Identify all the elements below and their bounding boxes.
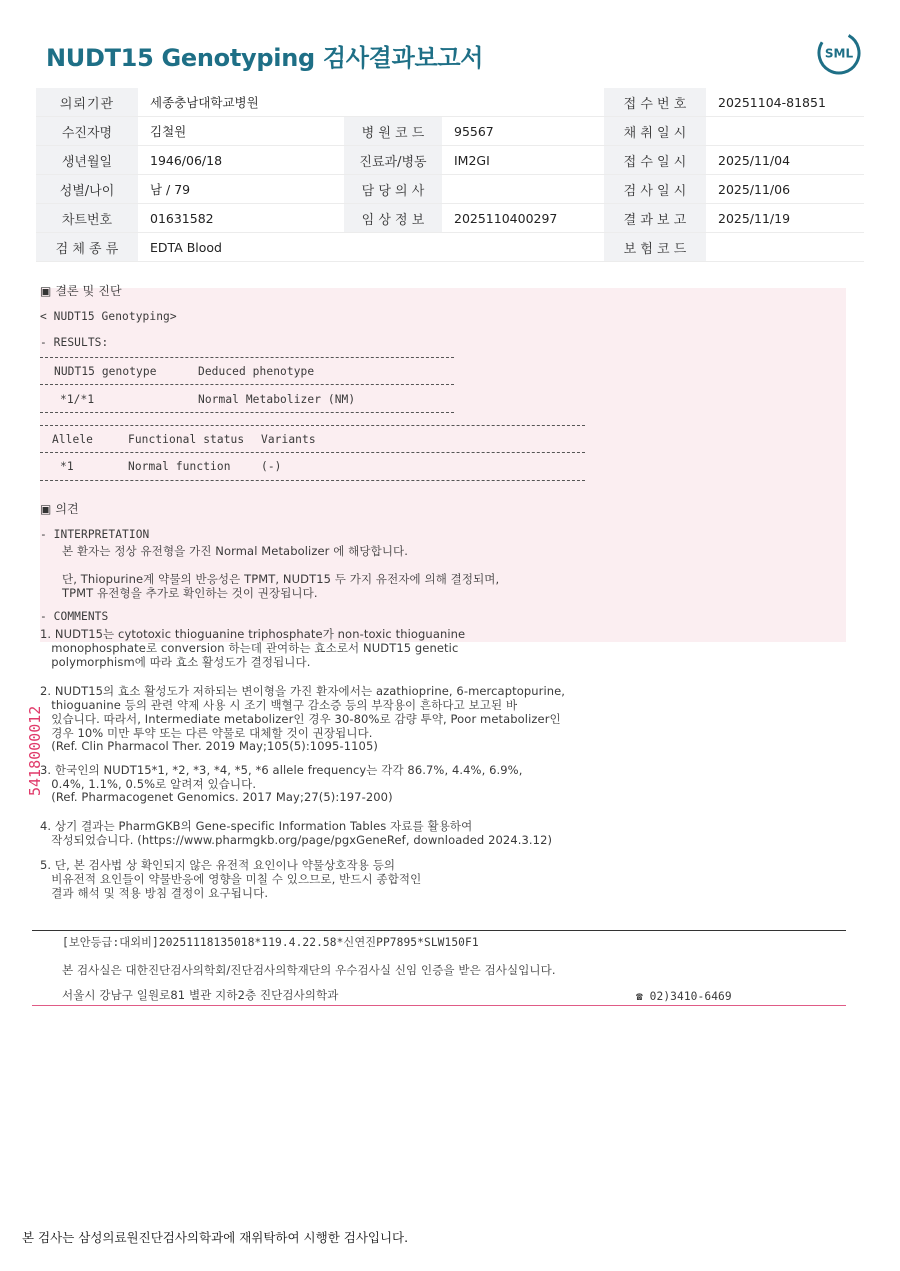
info-row — [36, 233, 864, 262]
info-value: 1946/06/18 — [138, 146, 344, 175]
footer-divider — [32, 930, 846, 931]
info-label: 임 상 정 보 — [344, 204, 442, 233]
comments-heading: - COMMENTS — [40, 610, 109, 623]
table-rule — [40, 425, 585, 427]
info-value: 2025/11/04 — [706, 146, 864, 175]
footer-divider-pink — [32, 1005, 846, 1006]
comment-line: 경우 10% 미만 투약 또는 다른 약물로 대체할 것이 권장됩니다. — [40, 726, 373, 740]
info-value — [706, 233, 864, 262]
comment-line: 비유전적 요인들이 약물반응에 영향을 미칠 수 있으므로, 반드시 종합적인 — [40, 872, 422, 886]
comment-line: 3. 한국인의 NUDT15*1, *2, *3, *4, *5, *6 allele frequency는 각각 86.7%, 4.4%, 6.9%, — [40, 763, 523, 777]
patient-info-table — [36, 88, 864, 262]
table-cell: *1 — [60, 460, 74, 473]
report-title: NUDT15 Genotyping 검사결과보고서 — [46, 44, 484, 72]
table-rule — [40, 412, 454, 414]
comment-line: polymorphism에 따라 효소 활성도가 결정됩니다. — [40, 655, 311, 669]
info-value: 2025/11/19 — [706, 204, 864, 233]
info-label: 검 체 종 류 — [36, 233, 138, 262]
info-value: 2025110400297 — [442, 204, 604, 233]
certification-text: 본 검사실은 대한진단검사의학회/진단검사의학재단의 우수검사실 신임 인증을 받은 검사실입니다. — [62, 963, 556, 977]
info-value: 김철원 — [138, 117, 344, 146]
info-value: 세종충남대학교병원 — [138, 88, 344, 117]
info-label: 수진자명 — [36, 117, 138, 146]
info-label — [344, 88, 442, 117]
info-label: 접 수 일 시 — [604, 146, 706, 175]
comment-line: 0.4%, 1.1%, 0.5%로 알려져 있습니다. — [40, 777, 257, 791]
lab-address: 서울시 강남구 일원로81 별관 지하2층 진단검사의학과 — [62, 988, 339, 1002]
info-label: 병 원 코 드 — [344, 117, 442, 146]
table-header-cell: Variants — [261, 433, 316, 446]
info-row — [36, 146, 864, 175]
info-value — [442, 175, 604, 204]
table-rule — [40, 357, 454, 359]
info-row — [36, 204, 864, 233]
info-value — [442, 88, 604, 117]
security-line: [보안등급:대외비]20251118135018*119.4.22.58*신연진PP7895*SLW150F1 — [62, 936, 479, 949]
sml-logo — [816, 30, 862, 76]
outsourcing-note: 본 검사는 삼성의료원진단검사의학과에 재위탁하여 시행한 검사입니다. — [22, 1230, 409, 1245]
info-row — [36, 88, 864, 117]
comment-line: 2. NUDT15의 효소 활성도가 저하되는 변이형을 가진 환자에서는 azathioprine, 6-mercaptopurine, — [40, 684, 566, 698]
comment-line: monophosphate로 conversion 하는데 관여하는 효소로서 NUDT15 genetic — [40, 641, 459, 655]
info-value: 01631582 — [138, 204, 344, 233]
info-label: 성별/나이 — [36, 175, 138, 204]
info-label — [344, 233, 442, 262]
table-rule — [40, 480, 585, 482]
logo-text: SML — [824, 46, 854, 61]
info-value — [442, 233, 604, 262]
genotyping-heading: < NUDT15 Genotyping> — [40, 310, 177, 323]
info-value: 2025/11/06 — [706, 175, 864, 204]
info-value: 남 / 79 — [138, 175, 344, 204]
info-label: 결 과 보 고 — [604, 204, 706, 233]
comment-line: 있습니다. 따라서, Intermediate metabolizer인 경우 30-80%로 감량 투약, Poor metabolizer인 — [40, 712, 561, 726]
info-label: 생년월일 — [36, 146, 138, 175]
info-value: 20251104-81851 — [706, 88, 864, 117]
info-label: 진료과/병동 — [344, 146, 442, 175]
table-cell: *1/*1 — [60, 393, 95, 406]
info-label: 채 취 일 시 — [604, 117, 706, 146]
comment-line: 5. 단, 본 검사법 상 확인되지 않은 유전적 요인이나 약물상호작용 등의 — [40, 858, 396, 872]
table-rule — [40, 452, 585, 454]
comment-line: 결과 해석 및 적용 방침 결정이 요구됩니다. — [40, 886, 269, 900]
interpretation-line: 본 환자는 정상 유전형을 가진 Normal Metabolizer 에 해당합니다. — [62, 544, 408, 558]
info-label: 차트번호 — [36, 204, 138, 233]
table-header-cell: NUDT15 genotype — [54, 365, 157, 378]
info-value: IM2GI — [442, 146, 604, 175]
comment-line: 4. 상기 결과는 PharmGKB의 Gene-specific Information Tables 자료를 활용하여 — [40, 819, 473, 833]
interpretation-heading: - INTERPRETATION — [40, 528, 150, 541]
table-header-cell: Deduced phenotype — [198, 365, 315, 378]
table-cell: (-) — [261, 460, 282, 473]
info-label: 검 사 일 시 — [604, 175, 706, 204]
table-header-cell: Allele — [52, 433, 94, 446]
section-title: ▣ 결론 및 진단 — [40, 284, 122, 298]
comment-line: thioguanine 등의 관련 약제 사용 시 조기 백혈구 감소증 등의 부작용이 흔하다고 보고된 바 — [40, 698, 518, 712]
info-label: 접 수 번 호 — [604, 88, 706, 117]
info-row — [36, 117, 864, 146]
interpretation-line: TPMT 유전형을 추가로 확인하는 것이 권장됩니다. — [62, 586, 318, 600]
comment-line: 작성되었습니다. (https://www.pharmgkb.org/page/pgxGeneRef, downloaded 2024.3.12) — [40, 833, 553, 847]
table-cell: Normal function — [128, 460, 231, 473]
lab-phone: ☎ 02)3410-6469 — [636, 990, 732, 1003]
table-header-cell: Functional status — [128, 433, 245, 446]
info-value: EDTA Blood — [138, 233, 344, 262]
info-label: 담 당 의 사 — [344, 175, 442, 204]
info-value — [706, 117, 864, 146]
vertical-stamp: 5418000012 — [26, 705, 44, 796]
comment-line: 1. NUDT15는 cytotoxic thioguanine triphosphate가 non-toxic thioguanine — [40, 627, 466, 641]
info-row — [36, 175, 864, 204]
results-heading: - RESULTS: — [40, 336, 109, 349]
info-label: 보 험 코 드 — [604, 233, 706, 262]
comment-line: (Ref. Pharmacogenet Genomics. 2017 May;27(5):197-200) — [40, 790, 393, 804]
interpretation-line: 단, Thiopurine계 약물의 반응성은 TPMT, NUDT15 두 가지 유전자에 의해 결정되며, — [62, 572, 500, 586]
table-cell: Normal Metabolizer (NM) — [198, 393, 356, 406]
table-rule — [40, 384, 454, 386]
comment-line: (Ref. Clin Pharmacol Ther. 2019 May;105(5):1095-1105) — [40, 739, 378, 753]
info-value: 95567 — [442, 117, 604, 146]
section-title: ▣ 의견 — [40, 502, 79, 516]
info-label: 의뢰기관 — [36, 88, 138, 117]
